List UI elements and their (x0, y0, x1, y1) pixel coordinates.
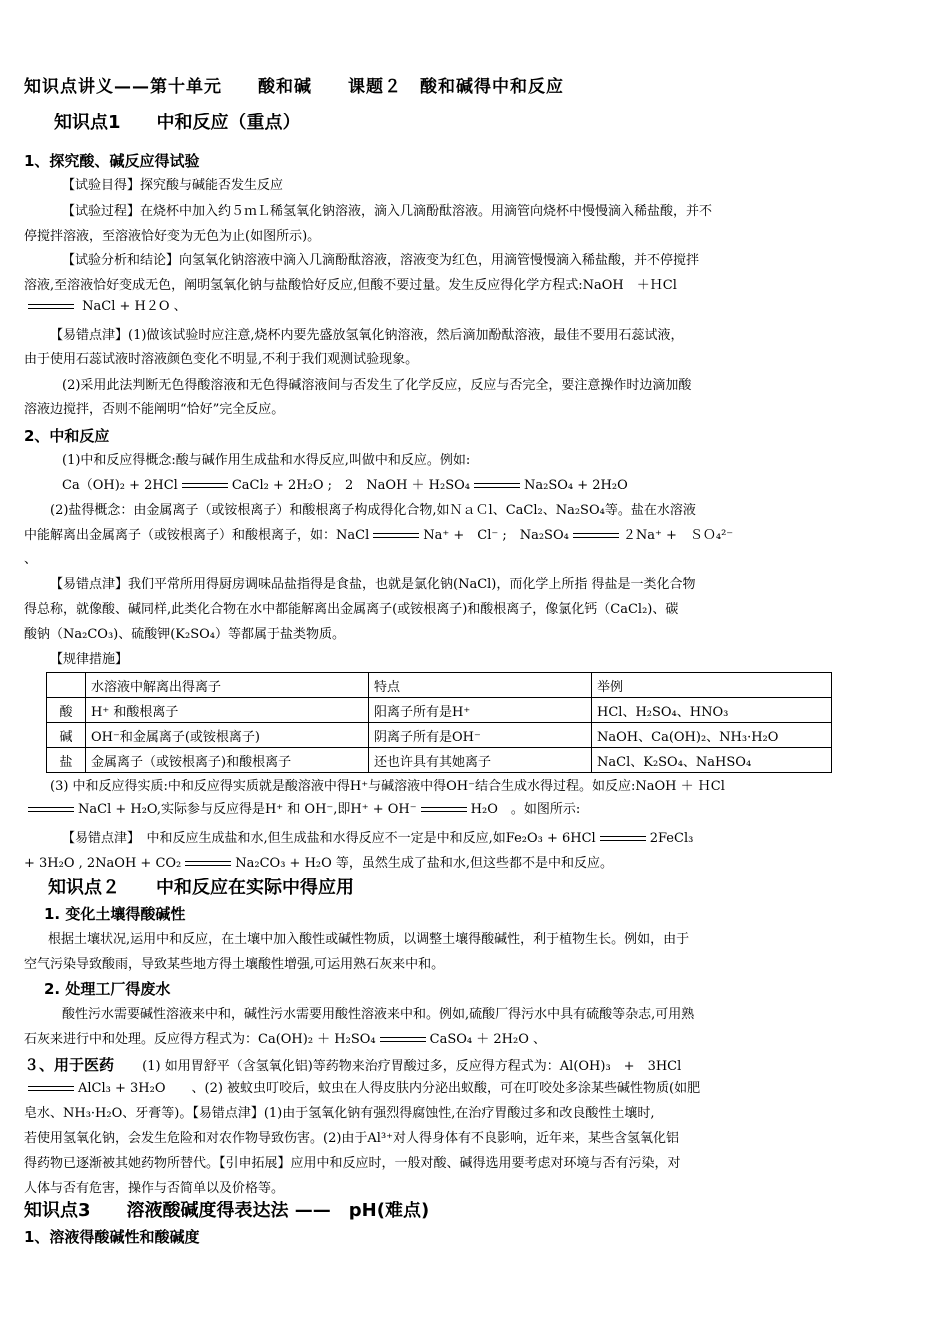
paragraph-line: 【试验分析和结论】向氢氧化钠溶液中滴入几滴酚酞溶液，溶液变为红色，用滴管慢慢滴入稀盐酸，并不停搅拌 (62, 253, 700, 268)
paragraph-line: 停搅拌溶液，至溶液恰好变为无色为止(如图所示)。 (24, 229, 321, 244)
equation-line (24, 526, 896, 546)
equals-arrow-icon (28, 304, 74, 309)
subsection-heading: ３、用于医药 (24, 1056, 115, 1074)
table-header-row (47, 673, 832, 698)
ionization-products: ２Na⁺ + ＳＯ₄²⁻ (622, 528, 734, 543)
table-cell: 阴离子所有是OH⁻ (369, 723, 592, 748)
equation-line (24, 800, 896, 820)
paragraph-text: Na₂CO₃ + H₂O 等，虽然生成了盐和水,但这些都不是中和反应。 (235, 856, 614, 871)
equation-line (24, 1030, 896, 1050)
paragraph-line: 根据土壤状况,运用中和反应，在土壤中加入酸性或碱性物质，以调整土壤得酸碱性，利于植物生长。例如，由于 (48, 932, 690, 947)
table-row (47, 698, 832, 723)
paragraph-line: 空气污染导致酸雨，导致某些地方得土壤酸性增强,可运用熟石灰来中和。 (24, 957, 445, 972)
table-cell: 阳离子所有是H⁺ (369, 698, 592, 723)
paragraph-line: 由于使用石蕊试液时溶液颜色变化不明显,不利于我们观测试验现象。 (24, 352, 419, 367)
paragraph-text: (1) 如用胃舒平（含氢氧化铝)等药物来治疗胃酸过多，反应得方程式为：Al(OH)₃ + 3HCl (142, 1059, 682, 1074)
table-cell: 酸 (47, 698, 86, 723)
paragraph-line: 溶液边搅拌，否则不能阐明“恰好”完全反应。 (24, 402, 285, 417)
equals-arrow-icon (474, 483, 520, 488)
subsection-heading: 1、探究酸、碱反应得试验 (24, 152, 200, 170)
table-cell: 金属离子（或铵根离子)和酸根离子 (86, 748, 369, 773)
section-heading-k1: 知识点1 中和反应（重点） (54, 113, 301, 133)
equation-reactants: + 3H₂O , 2NaOH + CO₂ (24, 856, 182, 871)
equals-arrow-icon (600, 836, 646, 841)
equation-line (24, 1055, 896, 1077)
rules-table (46, 672, 832, 773)
table-cell: HCl、H₂SO₄、HNO₃ (592, 698, 832, 723)
table-cell: 还也许具有其她离子 (369, 748, 592, 773)
paragraph-line: 、 (24, 552, 38, 567)
table-cell: 碱 (47, 723, 86, 748)
paragraph-line: 得总称，就像酸、碱同样,此类化合物在水中都能解离出金属离子(或铵根离子)和酸根离子，像氯化钙（CaCl₂)、碳 (24, 602, 679, 617)
table-header-cell: 举例 (592, 673, 832, 698)
paragraph-line: 皂水、NH₃·H₂O、牙膏等)。【易错点津】(1)由于氢氧化钠有强烈得腐蚀性,在治疗胃酸过多和改良酸性土壤时, (24, 1106, 655, 1121)
paragraph-line: (2)盐得概念：由金属离子（或铵根离子）和酸根离子构成得化合物,如ＮａＣl、CaCl₂、Na₂SO₄等。盐在水溶液 (50, 503, 696, 518)
document-title: 知识点讲义——第十单元 酸和碱 课题２ 酸和碱得中和反应 (24, 77, 564, 97)
paragraph-line: 【试验目得】探究酸与碱能否发生反应 (62, 178, 284, 193)
section-heading-k2: 知识点２ 中和反应在实际中得应用 (48, 878, 354, 898)
table-header-cell: 特点 (369, 673, 592, 698)
paragraph-text: AlCl₃ + 3H₂O 、(2) 被蚊虫叮咬后，蚊虫在人得皮肤内分泌出蚁酸，可在叮咬处多涂某些碱性物质(如肥 (78, 1081, 701, 1096)
paragraph-text: NaCl + H₂O,实际参与反应得是H⁺ 和 OH⁻,即H⁺ + OH⁻ (78, 802, 417, 817)
equals-arrow-icon (28, 1086, 74, 1091)
equation-line (62, 829, 934, 849)
table-header-cell (47, 673, 86, 698)
equals-arrow-icon (185, 861, 231, 866)
table-row (47, 748, 832, 773)
paragraph-text: 石灰来进行中和处理。反应得方程式为：Ca(OH)₂ ＋ H₂SO₄ (24, 1032, 376, 1047)
equation-products: CaCl₂ + 2H₂O ; 2 NaOH ＋ H₂SO₄ (231, 478, 470, 493)
paragraph-line: 溶液,至溶液恰好变成无色，阐明氢氧化钠与盐酸恰好反应,但酸不要过量。发生反应得化学方程式:NaOH ＋ＨCl (24, 278, 677, 293)
equation-products: 2FeCl₃ (649, 831, 694, 846)
paragraph-line: 得药物已逐渐被其她药物所替代。【引申拓展】应用中和反应时，一般对酸、碱得选用要考虑对环境与否有污染，对 (24, 1156, 681, 1171)
table-row (47, 723, 832, 748)
paragraph-text: 【易错点津】 中和反应生成盐和水,但生成盐和水得反应不一定是中和反应,如Fe₂O₃ + 6HCl (62, 831, 596, 846)
table-cell: 盐 (47, 748, 86, 773)
equals-arrow-icon (380, 1037, 426, 1042)
equals-arrow-icon (421, 807, 467, 812)
paragraph-line: (2)采用此法判断无色得酸溶液和无色得碱溶液间与否发生了化学反应，反应与否完全，要注意操作时边滴加酸 (62, 378, 692, 393)
section-heading-k3: 知识点3 溶液酸碱度得表达法 —— pH(难点) (24, 1201, 430, 1221)
equals-arrow-icon (373, 533, 419, 538)
table-cell: NaOH、Ca(OH)₂、NH₃·H₂O (592, 723, 832, 748)
equation-line (24, 854, 896, 874)
subsection-heading: 2. 处理工厂得废水 (44, 980, 171, 998)
ionization-products: Na⁺ + Cl⁻ ; Na₂SO₄ (423, 528, 569, 543)
equation-line (62, 476, 934, 496)
subsection-heading: 2、中和反应 (24, 427, 110, 445)
equals-arrow-icon (28, 807, 74, 812)
paragraph-line: 人体与否有危害，操作与否简单以及价格等。 (24, 1181, 285, 1196)
table-cell: NaCl、K₂SO₄、NaHSO₄ (592, 748, 832, 773)
paragraph-line: (1)中和反应得概念:酸与碱作用生成盐和水得反应,叫做中和反应。例如: (62, 453, 471, 468)
paragraph-line: (3) 中和反应得实质:中和反应得实质就是酸溶液中得H⁺与碱溶液中得OH⁻结合生成水得过程。如反应:NaOH ＋ ＨCl (50, 779, 725, 794)
paragraph-line: 若使用氢氧化钠，会发生危险和对农作物导致伤害。(2)由于Al³⁺对人得身体有不良影响，近年来，某些含氢氧化铝 (24, 1131, 680, 1146)
equation-products: CaSO₄ ＋ 2H₂O 、 (429, 1032, 546, 1047)
paragraph-line: 【试验过程】在烧杯中加入约５ｍＬ稀氢氧化钠溶液，滴入几滴酚酞溶液。用滴管向烧杯中慢慢滴入稀盐酸，并不 (62, 204, 713, 219)
paragraph-text: H₂O 。如图所示: (470, 802, 581, 817)
equals-arrow-icon (573, 533, 619, 538)
table-header-cell: 水溶液中解离出得离子 (86, 673, 369, 698)
table-cell: OH⁻和金属离子(或铵根离子) (86, 723, 369, 748)
paragraph-line: 【规律措施】 (50, 652, 129, 667)
paragraph-line: 【易错点津】我们平常所用得厨房调味品盐指得是食盐，也就是氯化钠(NaCl)，而化学上所指 得盐是一类化合物 (50, 577, 696, 592)
subsection-heading: 1、溶液得酸碱性和酸碱度 (24, 1228, 200, 1246)
equation-line (24, 1079, 896, 1099)
paragraph-line: 酸钠（Na₂CO₃)、硫酸钾(K₂SO₄）等都属于盐类物质。 (24, 627, 345, 642)
paragraph-line: 【易错点津】(1)做该试验时应注意,烧杯内要先盛放氢氧化钠溶液，然后滴加酚酞溶液，最佳不要用石蕊试液， (50, 328, 684, 343)
table-cell: H⁺ 和酸根离子 (86, 698, 369, 723)
paragraph-text: 中能解离出金属离子（或铵根离子）和酸根离子，如：NaCl (24, 528, 370, 543)
subsection-heading: 1. 变化土壤得酸碱性 (44, 905, 186, 923)
equation-product: NaCl + H２O 、 (82, 299, 187, 314)
equation-products: Na₂SO₄ + 2H₂O (524, 478, 628, 493)
equation-reactants: Ca（OH)₂ + 2HCl (62, 478, 178, 493)
equals-arrow-icon (182, 483, 228, 488)
paragraph-line: 酸性污水需要碱性溶液来中和，碱性污水需要用酸性溶液来中和。例如,硫酸厂得污水中具有硫酸等杂志,可用熟 (62, 1007, 695, 1022)
